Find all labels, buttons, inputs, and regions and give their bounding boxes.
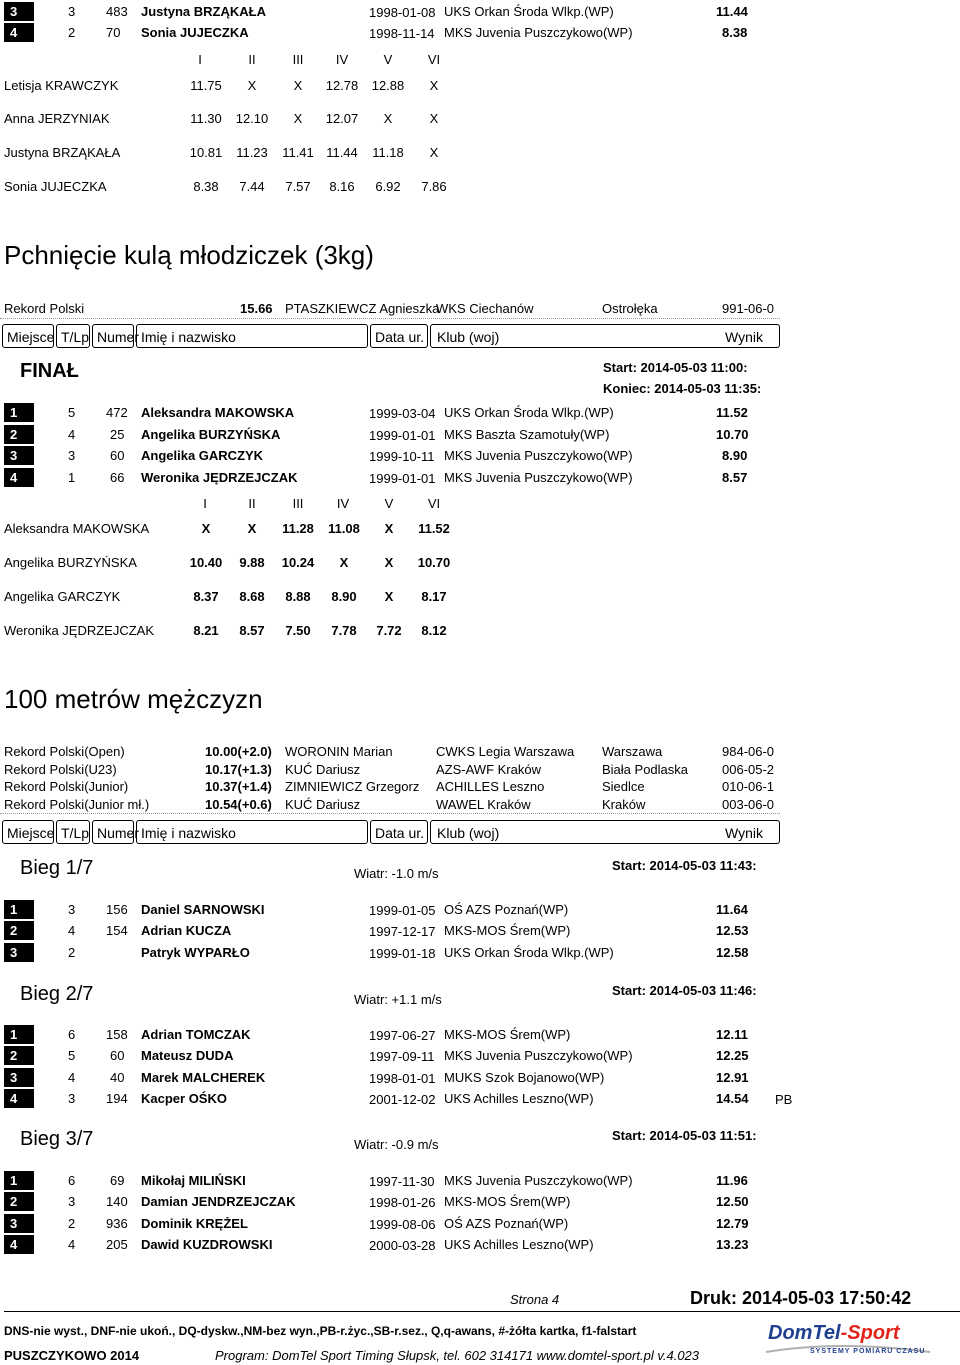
attempt-value: X bbox=[293, 111, 303, 126]
attempt-value: 7.86 bbox=[421, 179, 447, 194]
result-lane: 5 bbox=[68, 405, 76, 420]
result-dob: 1999-10-11 bbox=[369, 449, 435, 464]
result-bib: 483 bbox=[106, 4, 128, 19]
result-place: 3 bbox=[4, 446, 34, 465]
attempt-value: 8.38 bbox=[193, 179, 219, 194]
series-row bbox=[0, 621, 700, 641]
record-label: Rekord Polski(Open) bbox=[4, 744, 125, 759]
footer-program: Program: DomTel Sport Timing Słupsk, tel. 602 314171 www.domtel-sport.pl v.4.023 bbox=[215, 1348, 700, 1363]
result-name: Adrian TOMCZAK bbox=[141, 1027, 251, 1042]
result-bib: 25 bbox=[110, 427, 125, 442]
result-bib: 60 bbox=[110, 448, 125, 463]
attempt-header: II bbox=[248, 52, 256, 67]
result-name: Mateusz DUDA bbox=[141, 1048, 234, 1063]
attempt-value: 11.08 bbox=[328, 521, 360, 536]
record-label: Rekord Polski bbox=[4, 301, 85, 316]
result-bib: 194 bbox=[106, 1091, 128, 1106]
result-place: 2 bbox=[4, 425, 34, 444]
result-name: Angelika BURZYŃSKA bbox=[141, 427, 281, 442]
result-club: OŚ AZS Poznań(WP) bbox=[444, 1216, 569, 1231]
result-lane: 3 bbox=[68, 1194, 76, 1209]
result-bib: 69 bbox=[110, 1173, 125, 1188]
result-bib: 472 bbox=[106, 405, 128, 420]
result-row bbox=[0, 446, 960, 466]
result-row bbox=[0, 1214, 960, 1234]
attempt-value: 9.88 bbox=[239, 555, 265, 570]
record-club: WAWEL Kraków bbox=[436, 797, 531, 812]
result-place: 2 bbox=[4, 1046, 34, 1065]
header-club: Klub (woj) bbox=[437, 329, 500, 345]
result-dob: 1999-01-01 bbox=[369, 471, 436, 486]
record-holder: KUĆ Dariusz bbox=[285, 762, 361, 777]
result-dob: 1998-11-14 bbox=[369, 26, 435, 41]
attempt-header: I bbox=[198, 52, 202, 67]
result-value: 11.64 bbox=[716, 902, 748, 917]
record-underline bbox=[0, 318, 780, 320]
result-club: MKS Juvenia Puszczykowo(WP) bbox=[444, 448, 633, 463]
attempt-header: VI bbox=[427, 52, 441, 67]
result-bib: 205 bbox=[106, 1237, 128, 1252]
series-row bbox=[0, 553, 700, 573]
result-lane: 3 bbox=[68, 902, 76, 917]
attempt-value: 7.50 bbox=[285, 623, 311, 638]
record-date: 984-06-0 bbox=[722, 744, 775, 759]
heat-title: Bieg 2/7 bbox=[20, 983, 94, 1005]
attempt-value: X bbox=[339, 555, 349, 570]
result-value: 11.52 bbox=[716, 405, 748, 420]
page-number: Strona 4 bbox=[510, 1292, 560, 1307]
heat-wind: Wiatr: -0.9 m/s bbox=[354, 1137, 439, 1152]
heat-wind: Wiatr: +1.1 m/s bbox=[354, 992, 442, 1007]
result-name: Aleksandra MAKOWSKA bbox=[141, 405, 295, 420]
result-lane: 6 bbox=[68, 1173, 76, 1188]
record-club: AZS-AWF Kraków bbox=[436, 762, 541, 777]
result-bib: 154 bbox=[106, 923, 128, 938]
attempt-value: 11.23 bbox=[236, 145, 268, 160]
header-result: Wynik bbox=[725, 825, 763, 841]
attempt-header: IV bbox=[335, 52, 349, 67]
result-name: Sonia JUJECZKA bbox=[141, 25, 249, 40]
attempt-header: II bbox=[248, 496, 256, 511]
attempt-header: III bbox=[292, 52, 304, 67]
attempt-value: 12.78 bbox=[325, 78, 359, 93]
attempt-value: 8.57 bbox=[239, 623, 265, 638]
result-value: 10.70 bbox=[716, 427, 749, 442]
series-name: Anna JERZYNIAK bbox=[4, 111, 110, 126]
result-bib: 158 bbox=[106, 1027, 128, 1042]
result-club: UKS Orkan Środa Wlkp.(WP) bbox=[444, 4, 614, 19]
attempt-value: 11.75 bbox=[190, 78, 222, 93]
result-row bbox=[0, 2, 960, 22]
result-lane: 5 bbox=[68, 1048, 76, 1063]
attempt-value: X bbox=[429, 78, 439, 93]
attempt-value: X bbox=[201, 521, 211, 536]
result-value: 8.57 bbox=[722, 470, 748, 485]
heat-start: Start: 2014-05-03 11:51: bbox=[612, 1128, 757, 1143]
attempt-value: 8.88 bbox=[285, 589, 311, 604]
result-value: 12.79 bbox=[716, 1216, 749, 1231]
record-place: Warszawa bbox=[602, 744, 663, 759]
end-time: Koniec: 2014-05-03 11:35: bbox=[603, 381, 762, 396]
result-place: 3 bbox=[4, 943, 34, 962]
domtel-logo bbox=[740, 1322, 956, 1360]
attempt-value: 8.17 bbox=[421, 589, 447, 604]
attempt-value: 8.12 bbox=[421, 623, 447, 638]
attempt-value: 11.52 bbox=[418, 521, 450, 536]
logo-text-a: DomTel bbox=[768, 1322, 841, 1344]
result-bib: 70 bbox=[106, 25, 121, 40]
attempt-value: 12.10 bbox=[235, 111, 269, 126]
result-row bbox=[0, 1068, 960, 1088]
header-lane: T/Lp bbox=[56, 820, 90, 844]
result-row bbox=[0, 1235, 960, 1255]
series-name: Justyna BRZĄKAŁA bbox=[4, 145, 121, 160]
header-result: Wynik bbox=[725, 329, 763, 345]
result-value: 11.44 bbox=[716, 4, 748, 19]
attempt-value: 11.30 bbox=[190, 111, 222, 126]
result-club: MKS Juvenia Puszczykowo(WP) bbox=[444, 1048, 633, 1063]
attempt-header: IV bbox=[336, 496, 350, 511]
record-date: 006-05-2 bbox=[722, 762, 775, 777]
table-header bbox=[0, 820, 960, 846]
start-time: Start: 2014-05-03 11:00: bbox=[603, 360, 748, 375]
result-lane: 3 bbox=[68, 448, 76, 463]
record-club: ACHILLES Leszno bbox=[436, 779, 545, 794]
attempt-header: VI bbox=[427, 496, 441, 511]
attempt-value: X bbox=[383, 111, 393, 126]
result-lane: 4 bbox=[68, 1070, 76, 1085]
record-holder: PTASZKIEWCZ Agnieszka bbox=[285, 301, 440, 316]
header-dob: Data ur. bbox=[370, 324, 428, 348]
result-value: 8.90 bbox=[722, 448, 748, 463]
result-dob: 1997-12-17 bbox=[369, 924, 436, 939]
result-note: PB bbox=[775, 1092, 793, 1107]
result-name: Angelika GARCZYK bbox=[141, 448, 264, 463]
result-name: Dawid KUZDROWSKI bbox=[141, 1237, 273, 1252]
attempt-value: X bbox=[293, 78, 303, 93]
result-row bbox=[0, 425, 960, 445]
record-underline bbox=[0, 813, 780, 815]
result-value: 12.25 bbox=[716, 1048, 749, 1063]
result-place: 1 bbox=[4, 1025, 34, 1044]
result-dob: 1999-08-06 bbox=[369, 1217, 436, 1232]
attempt-value: 7.72 bbox=[376, 623, 402, 638]
result-lane: 4 bbox=[68, 1237, 76, 1252]
series-name: Angelika GARCZYK bbox=[4, 589, 121, 604]
record-place: Kraków bbox=[602, 797, 646, 812]
result-value: 12.91 bbox=[716, 1070, 749, 1085]
heat-start: Start: 2014-05-03 11:43: bbox=[612, 858, 757, 873]
attempt-value: 7.78 bbox=[331, 623, 357, 638]
result-place: 3 bbox=[4, 1068, 34, 1087]
result-club: MKS Juvenia Puszczykowo(WP) bbox=[444, 1173, 633, 1188]
attempt-value: X bbox=[384, 521, 394, 536]
result-lane: 2 bbox=[68, 945, 76, 960]
result-row bbox=[0, 403, 960, 423]
result-name: Dominik KRĘŻEL bbox=[141, 1216, 248, 1231]
attempt-value: 7.57 bbox=[285, 179, 311, 194]
header-bib: Numer bbox=[92, 324, 134, 348]
result-dob: 1999-01-01 bbox=[369, 428, 436, 443]
record-value: 10.54(+0.6) bbox=[205, 797, 272, 812]
result-lane: 1 bbox=[68, 470, 76, 485]
result-bib: 60 bbox=[110, 1048, 125, 1063]
result-dob: 1997-11-30 bbox=[369, 1174, 435, 1189]
result-name: Patryk WYPARŁO bbox=[141, 945, 250, 960]
result-lane: 2 bbox=[68, 25, 76, 40]
record-label: Rekord Polski(Junior mł.) bbox=[4, 797, 150, 812]
attempt-header: III bbox=[292, 496, 304, 511]
record-date: 003-06-0 bbox=[722, 797, 775, 812]
result-name: Daniel SARNOWSKI bbox=[141, 902, 265, 917]
attempt-value: 10.81 bbox=[189, 145, 223, 160]
result-place: 3 bbox=[4, 2, 34, 21]
header-name: Imię i nazwisko bbox=[136, 820, 368, 844]
attempt-headers bbox=[0, 50, 700, 70]
result-value: 8.38 bbox=[722, 25, 748, 40]
record-row bbox=[0, 795, 960, 815]
record-value: 10.37(+1.4) bbox=[205, 779, 272, 794]
result-place: 4 bbox=[4, 23, 34, 42]
result-row bbox=[0, 468, 960, 488]
record-value: 15.66 bbox=[240, 301, 273, 316]
record-club: WKS Ciechanów bbox=[436, 301, 534, 316]
result-row bbox=[0, 1171, 960, 1191]
attempt-value: 8.37 bbox=[193, 589, 219, 604]
heat-title: Bieg 3/7 bbox=[20, 1128, 94, 1150]
footer-divider bbox=[4, 1311, 960, 1312]
result-value: 12.53 bbox=[716, 923, 749, 938]
result-place: 1 bbox=[4, 900, 34, 919]
result-lane: 3 bbox=[68, 1091, 76, 1106]
series-row bbox=[0, 177, 700, 197]
result-name: Weronika JĘDRZEJCZAK bbox=[141, 470, 298, 485]
result-club: OŚ AZS Poznań(WP) bbox=[444, 902, 569, 917]
result-value: 12.11 bbox=[716, 1027, 748, 1042]
result-bib: 140 bbox=[106, 1194, 128, 1209]
result-place: 2 bbox=[4, 921, 34, 940]
series-row bbox=[0, 143, 700, 163]
result-lane: 6 bbox=[68, 1027, 76, 1042]
attempt-value: 10.70 bbox=[417, 555, 451, 570]
result-row bbox=[0, 921, 960, 941]
attempt-value: 8.68 bbox=[239, 589, 265, 604]
result-club: MKS-MOS Śrem(WP) bbox=[444, 1194, 571, 1209]
attempt-value: X bbox=[247, 78, 257, 93]
attempt-value: 12.07 bbox=[325, 111, 359, 126]
series-row bbox=[0, 587, 700, 607]
result-bib: 66 bbox=[110, 470, 125, 485]
attempt-value: X bbox=[384, 589, 394, 604]
attempt-value: 12.88 bbox=[371, 78, 405, 93]
result-row bbox=[0, 23, 960, 43]
result-club: MKS-MOS Śrem(WP) bbox=[444, 923, 571, 938]
result-row bbox=[0, 943, 960, 963]
result-place: 3 bbox=[4, 1214, 34, 1233]
record-holder: ZIMNIEWICZ Grzegorz bbox=[285, 779, 420, 794]
attempt-value: X bbox=[429, 111, 439, 126]
footer-legend: DNS-nie wyst., DNF-nie ukoń., DQ-dyskw.,NM-bez wyn.,PB-r.życ.,SB-r.sez., Q,q-awans, #-żółta kartka, f1-falstart bbox=[4, 1324, 637, 1338]
attempt-header: V bbox=[384, 496, 394, 511]
result-dob: 1999-01-18 bbox=[369, 946, 436, 961]
event-title: 100 metrów mężczyzn bbox=[4, 684, 263, 714]
result-row bbox=[0, 1192, 960, 1212]
record-label: Rekord Polski(Junior) bbox=[4, 779, 129, 794]
result-dob: 1998-01-01 bbox=[369, 1071, 436, 1086]
result-place: 1 bbox=[4, 1171, 34, 1190]
attempt-header: I bbox=[203, 496, 207, 511]
result-club: UKS Achilles Leszno(WP) bbox=[444, 1091, 594, 1106]
result-club: UKS Orkan Środa Wlkp.(WP) bbox=[444, 405, 614, 420]
result-lane: 3 bbox=[68, 4, 76, 19]
series-row bbox=[0, 519, 700, 539]
result-row bbox=[0, 900, 960, 920]
result-value: 12.58 bbox=[716, 945, 749, 960]
final-label: FINAŁ bbox=[20, 360, 79, 382]
record-place: Ostrołęka bbox=[602, 301, 658, 316]
attempt-value: X bbox=[429, 145, 439, 160]
record-label: Rekord Polski(U23) bbox=[4, 762, 117, 777]
result-row bbox=[0, 1025, 960, 1045]
footer-event: PUSZCZYKOWO 2014 bbox=[4, 1348, 140, 1363]
record-club: CWKS Legia Warszawa bbox=[436, 744, 575, 759]
attempt-header: V bbox=[383, 52, 393, 67]
result-row bbox=[0, 1046, 960, 1066]
result-dob: 1998-01-26 bbox=[369, 1195, 436, 1210]
header-place: Miejsce bbox=[2, 820, 54, 844]
series-name: Aleksandra MAKOWSKA bbox=[4, 521, 150, 536]
result-place: 2 bbox=[4, 1192, 34, 1211]
result-name: Adrian KUCZA bbox=[141, 923, 232, 938]
attempt-value: 11.18 bbox=[372, 145, 404, 160]
record-row bbox=[0, 777, 960, 797]
attempt-value: 8.21 bbox=[193, 623, 219, 638]
result-club: UKS Achilles Leszno(WP) bbox=[444, 1237, 594, 1252]
result-place: 1 bbox=[4, 403, 34, 422]
result-bib: 936 bbox=[106, 1216, 128, 1231]
result-club: MKS Juvenia Puszczykowo(WP) bbox=[444, 25, 633, 40]
record-value: 10.00(+2.0) bbox=[205, 744, 272, 759]
result-bib: 156 bbox=[106, 902, 128, 917]
result-dob: 1997-06-27 bbox=[369, 1028, 436, 1043]
result-lane: 4 bbox=[68, 427, 76, 442]
result-place: 4 bbox=[4, 468, 34, 487]
record-place: Biała Podlaska bbox=[602, 762, 688, 777]
header-club: Klub (woj) bbox=[437, 825, 500, 841]
result-dob: 2000-03-28 bbox=[369, 1238, 436, 1253]
result-name: Damian JENDRZEJCZAK bbox=[141, 1194, 296, 1209]
result-value: 13.23 bbox=[716, 1237, 749, 1252]
attempt-value: 11.28 bbox=[282, 521, 314, 536]
result-place: 4 bbox=[4, 1089, 34, 1108]
logo-text-b: -Sport bbox=[840, 1322, 900, 1344]
record-holder: WORONIN Marian bbox=[285, 744, 393, 759]
record-date: 010-06-1 bbox=[722, 779, 775, 794]
record-date: 991-06-0 bbox=[722, 301, 775, 316]
attempt-value: X bbox=[247, 521, 257, 536]
result-row bbox=[0, 1089, 960, 1109]
result-place: 4 bbox=[4, 1235, 34, 1254]
series-name: Weronika JĘDRZEJCZAK bbox=[4, 623, 155, 638]
attempt-value: 11.41 bbox=[282, 145, 314, 160]
result-club: MKS Baszta Szamotuły(WP) bbox=[444, 427, 610, 442]
result-name: Marek MALCHEREK bbox=[141, 1070, 266, 1085]
series-name: Letisja KRAWCZYK bbox=[4, 78, 119, 93]
header-bib: Numer bbox=[92, 820, 134, 844]
attempt-value: 10.40 bbox=[189, 555, 223, 570]
heat-start: Start: 2014-05-03 11:46: bbox=[612, 983, 757, 998]
header-club-result bbox=[430, 324, 780, 348]
record-row bbox=[0, 299, 960, 319]
result-value: 11.96 bbox=[716, 1173, 748, 1188]
heat-title: Bieg 1/7 bbox=[20, 857, 94, 879]
print-time: Druk: 2014-05-03 17:50:42 bbox=[690, 1288, 912, 1308]
result-dob: 1999-01-05 bbox=[369, 903, 436, 918]
record-value: 10.17(+1.3) bbox=[205, 762, 272, 777]
result-dob: 2001-12-02 bbox=[369, 1092, 436, 1107]
record-holder: KUĆ Dariusz bbox=[285, 797, 361, 812]
attempt-value: 6.92 bbox=[375, 179, 401, 194]
header-dob: Data ur. bbox=[370, 820, 428, 844]
attempt-value: 8.90 bbox=[331, 589, 357, 604]
result-name: Justyna BRZĄKAŁA bbox=[141, 4, 266, 19]
result-value: 12.50 bbox=[716, 1194, 749, 1209]
logo-subtitle: SYSTEMY POMIARU CZASU bbox=[810, 1348, 926, 1355]
attempt-value: 11.44 bbox=[326, 145, 358, 160]
header-name: Imię i nazwisko bbox=[136, 324, 368, 348]
result-name: Kacper OŚKO bbox=[141, 1091, 227, 1106]
series-name: Angelika BURZYŃSKA bbox=[4, 555, 137, 570]
attempt-value: 10.24 bbox=[281, 555, 315, 570]
series-row bbox=[0, 76, 700, 96]
record-row bbox=[0, 742, 960, 762]
result-name: Mikołaj MILIŃSKI bbox=[141, 1173, 246, 1188]
result-club: MKS Juvenia Puszczykowo(WP) bbox=[444, 470, 633, 485]
result-dob: 1998-01-08 bbox=[369, 5, 436, 20]
result-club: MUKS Szok Bojanowo(WP) bbox=[444, 1070, 605, 1085]
attempt-headers bbox=[0, 494, 700, 514]
result-dob: 1999-03-04 bbox=[369, 406, 436, 421]
series-row bbox=[0, 109, 700, 129]
header-club-result bbox=[430, 820, 780, 844]
event-title: Pchnięcie kulą młodziczek (3kg) bbox=[4, 240, 374, 270]
header-place: Miejsce bbox=[2, 324, 54, 348]
attempt-value: 7.44 bbox=[239, 179, 265, 194]
table-header bbox=[0, 324, 960, 350]
result-lane: 2 bbox=[68, 1216, 76, 1231]
heat-wind: Wiatr: -1.0 m/s bbox=[354, 866, 439, 881]
result-bib: 40 bbox=[110, 1070, 125, 1085]
result-dob: 1997-09-11 bbox=[369, 1049, 435, 1064]
series-name: Sonia JUJECZKA bbox=[4, 179, 107, 194]
attempt-value: X bbox=[384, 555, 394, 570]
attempt-value: 8.16 bbox=[329, 179, 355, 194]
result-lane: 4 bbox=[68, 923, 76, 938]
result-club: UKS Orkan Środa Wlkp.(WP) bbox=[444, 945, 614, 960]
record-place: Siedlce bbox=[602, 779, 645, 794]
result-club: MKS-MOS Śrem(WP) bbox=[444, 1027, 571, 1042]
header-lane: T/Lp bbox=[56, 324, 90, 348]
result-value: 14.54 bbox=[716, 1091, 749, 1106]
